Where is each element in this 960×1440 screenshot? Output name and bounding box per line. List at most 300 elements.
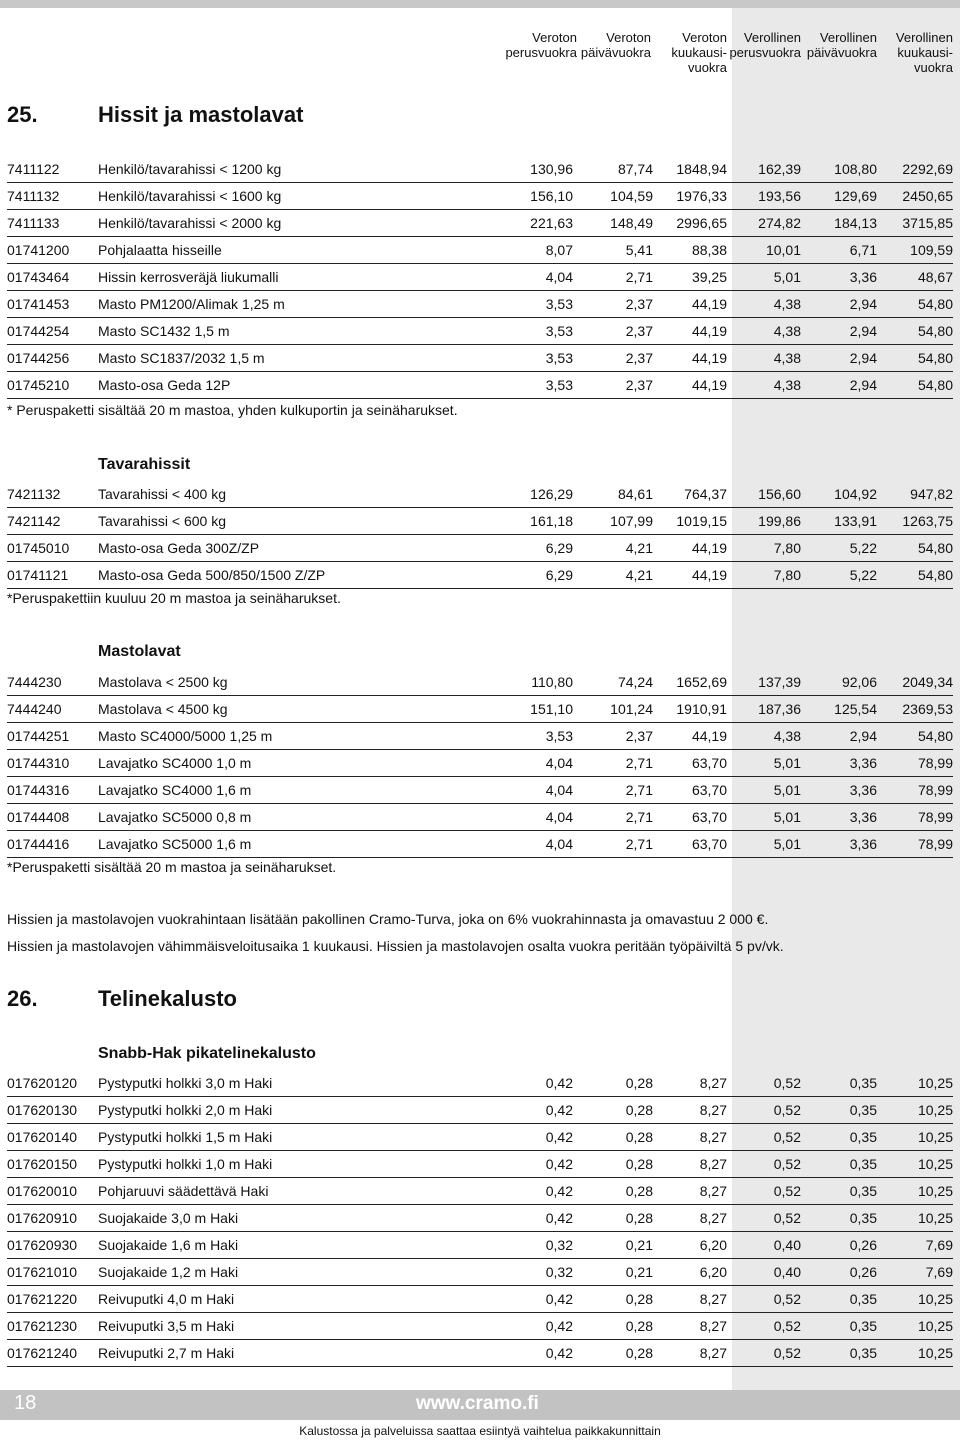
price-cell: 0,28 <box>625 1102 653 1118</box>
product-code: 7411122 <box>7 161 60 177</box>
product-code: 7421142 <box>7 513 61 529</box>
price-cell: 7,80 <box>773 567 801 583</box>
price-cell: 7,69 <box>925 1264 953 1280</box>
price-cell: 54,80 <box>917 728 953 744</box>
price-cell: 162,39 <box>758 161 801 177</box>
price-cell: 8,07 <box>545 242 573 258</box>
price-cell: 10,25 <box>917 1318 953 1334</box>
price-cell: 151,10 <box>530 701 573 717</box>
price-cell: 3,53 <box>545 323 573 339</box>
price-cell: 8,27 <box>699 1129 727 1145</box>
price-cell: 3,53 <box>545 350 573 366</box>
price-cell: 78,99 <box>917 809 953 825</box>
product-name: Suojakaide 1,6 m Haki <box>98 1237 239 1253</box>
price-cell: 8,27 <box>699 1318 727 1334</box>
table-row <box>0 832 960 858</box>
row-divider <box>7 857 953 858</box>
row-divider <box>7 695 953 696</box>
price-cell: 1910,91 <box>676 701 727 717</box>
row-divider <box>7 1231 953 1232</box>
section-26-title: Telinekalusto <box>98 986 237 1011</box>
product-name: Lavajatko SC5000 0,8 m <box>98 809 252 825</box>
price-cell: 6,20 <box>699 1264 727 1280</box>
table-row <box>0 373 960 399</box>
price-cell: 104,92 <box>834 486 877 502</box>
row-divider <box>7 1177 953 1178</box>
info-line-1: Hissien ja mastolavojen vuokrahintaan lisätään pakollinen Cramo-Turva, joka on 6% vuokrahinnasta ja omavastuu 2 000 €. <box>7 911 769 927</box>
product-name: Lavajatko SC4000 1,6 m <box>98 782 252 798</box>
price-cell: 2,71 <box>625 836 653 852</box>
price-cell: 125,54 <box>834 701 877 717</box>
price-cell: 0,35 <box>849 1345 877 1361</box>
price-cell: 5,01 <box>773 836 801 852</box>
price-cell: 8,27 <box>699 1183 727 1199</box>
price-cell: 109,59 <box>910 242 953 258</box>
product-name: Lavajatko SC4000 1,0 m <box>98 755 252 771</box>
price-cell: 7,80 <box>773 540 801 556</box>
price-cell: 6,71 <box>849 242 877 258</box>
price-cell: 0,42 <box>545 1156 573 1172</box>
price-cell: 5,22 <box>849 567 877 583</box>
row-divider <box>7 209 953 210</box>
price-cell: 3,53 <box>545 377 573 393</box>
page-number: 18 <box>14 1392 37 1414</box>
product-code: 7444230 <box>7 674 62 690</box>
table-row <box>0 1260 960 1286</box>
col-header-verollinen-perusvuokra: Verollinen perusvuokra <box>729 30 801 60</box>
price-cell: 156,10 <box>530 188 573 204</box>
section-26-number: 26. <box>7 986 38 1011</box>
product-name: Pystyputki holkki 2,0 m Haki <box>98 1102 273 1118</box>
price-cell: 274,82 <box>758 215 801 231</box>
price-cell: 2,71 <box>625 755 653 771</box>
table-row <box>0 482 960 508</box>
price-cell: 193,56 <box>758 188 801 204</box>
price-cell: 92,06 <box>841 674 877 690</box>
table-row <box>0 1287 960 1313</box>
product-name: Masto PM1200/Alimak 1,25 m <box>98 296 285 312</box>
product-name: Hissin kerrosveräjä liukumalli <box>98 269 279 285</box>
section-26-subtitle: Snabb-Hak pikatelinekalusto <box>98 1045 316 1062</box>
price-cell: 2,37 <box>625 323 653 339</box>
row-divider <box>7 236 953 237</box>
price-cell: 10,25 <box>917 1210 953 1226</box>
row-divider <box>7 1204 953 1205</box>
table-row <box>0 238 960 264</box>
row-divider <box>7 507 953 508</box>
col-header-veroton-perusvuokra: Veroton perusvuokra <box>505 30 577 60</box>
price-cell: 0,42 <box>545 1129 573 1145</box>
price-cell: 0,52 <box>773 1318 801 1334</box>
table-row <box>0 670 960 696</box>
product-name: Tavarahissi < 600 kg <box>98 513 227 529</box>
price-cell: 0,42 <box>545 1345 573 1361</box>
price-cell: 39,25 <box>691 269 727 285</box>
price-cell: 0,35 <box>849 1075 877 1091</box>
price-cell: 130,96 <box>530 161 573 177</box>
product-name: Henkilö/tavarahissi < 1200 kg <box>98 161 282 177</box>
price-cell: 4,04 <box>545 755 573 771</box>
section-25-note: * Peruspaketti sisältää 20 m mastoa, yhden kulkuportin ja seinäharukset. <box>7 402 458 418</box>
footer-note: Kalustossa ja palveluissa saattaa esiintyä vaihtelua paikkakunnittain <box>299 1424 661 1438</box>
price-cell: 44,19 <box>691 350 727 366</box>
price-cell: 104,59 <box>610 188 653 204</box>
price-cell: 0,28 <box>625 1210 653 1226</box>
table-row <box>0 1071 960 1097</box>
price-cell: 6,29 <box>545 540 573 556</box>
row-divider <box>7 1258 953 1259</box>
row-divider <box>7 371 953 372</box>
price-cell: 3,36 <box>849 269 877 285</box>
product-name: Masto-osa Geda 300Z/ZP <box>98 540 260 556</box>
price-cell: 0,52 <box>773 1129 801 1145</box>
price-cell: 0,52 <box>773 1210 801 1226</box>
price-cell: 4,21 <box>625 540 653 556</box>
table-row <box>0 346 960 372</box>
table-row <box>0 536 960 562</box>
price-cell: 2049,34 <box>902 674 953 690</box>
table-row <box>0 1125 960 1151</box>
price-cell: 0,52 <box>773 1156 801 1172</box>
price-cell: 2,94 <box>849 296 877 312</box>
table-row <box>0 211 960 237</box>
price-cell: 108,80 <box>834 161 877 177</box>
price-cell: 0,40 <box>773 1237 801 1253</box>
price-cell: 0,52 <box>773 1345 801 1361</box>
price-cell: 0,28 <box>625 1345 653 1361</box>
price-cell: 0,42 <box>545 1183 573 1199</box>
row-divider <box>7 398 953 399</box>
price-cell: 101,24 <box>610 701 653 717</box>
mastolavat-note: *Peruspaketti sisältää 20 m mastoa ja seinäharukset. <box>7 859 337 875</box>
product-code: 7444240 <box>7 701 62 717</box>
table-row <box>0 1314 960 1340</box>
price-cell: 0,28 <box>625 1075 653 1091</box>
price-cell: 2,37 <box>625 296 653 312</box>
row-divider <box>7 749 953 750</box>
table-row <box>0 1206 960 1232</box>
price-cell: 0,28 <box>625 1156 653 1172</box>
price-cell: 2,37 <box>625 350 653 366</box>
price-cell: 44,19 <box>691 377 727 393</box>
price-cell: 8,27 <box>699 1345 727 1361</box>
price-cell: 2,37 <box>625 377 653 393</box>
price-cell: 4,38 <box>773 350 801 366</box>
table-row <box>0 778 960 804</box>
price-cell: 44,19 <box>691 728 727 744</box>
price-cell: 0,26 <box>849 1264 877 1280</box>
price-cell: 4,04 <box>545 269 573 285</box>
price-cell: 10,25 <box>917 1345 953 1361</box>
row-divider <box>7 1096 953 1097</box>
price-cell: 7,69 <box>925 1237 953 1253</box>
price-cell: 0,35 <box>849 1102 877 1118</box>
price-cell: 84,61 <box>617 486 653 502</box>
price-cell: 947,82 <box>910 486 953 502</box>
row-divider <box>7 1366 953 1367</box>
product-code: 7421132 <box>7 486 61 502</box>
table-row <box>0 1098 960 1124</box>
product-name: Reivuputki 3,5 m Haki <box>98 1318 235 1334</box>
price-cell: 2,94 <box>849 323 877 339</box>
product-code: 017620130 <box>7 1102 78 1118</box>
price-cell: 0,21 <box>625 1237 653 1253</box>
price-cell: 0,52 <box>773 1102 801 1118</box>
price-cell: 0,35 <box>849 1318 877 1334</box>
price-cell: 48,67 <box>917 269 953 285</box>
price-cell: 0,28 <box>625 1318 653 1334</box>
product-code: 01744416 <box>7 836 70 852</box>
table-row <box>0 292 960 318</box>
price-cell: 87,74 <box>617 161 653 177</box>
price-cell: 10,25 <box>917 1156 953 1172</box>
price-cell: 0,28 <box>625 1291 653 1307</box>
table-row <box>0 563 960 589</box>
price-cell: 0,32 <box>545 1264 573 1280</box>
price-cell: 8,27 <box>699 1210 727 1226</box>
row-divider <box>7 561 953 562</box>
row-divider <box>7 776 953 777</box>
product-name: Suojakaide 1,2 m Haki <box>98 1264 239 1280</box>
price-cell: 8,27 <box>699 1102 727 1118</box>
price-cell: 54,80 <box>917 540 953 556</box>
price-cell: 4,04 <box>545 836 573 852</box>
product-name: Mastolava < 2500 kg <box>98 674 228 690</box>
price-cell: 4,04 <box>545 782 573 798</box>
price-cell: 2292,69 <box>902 161 953 177</box>
product-code: 01744408 <box>7 809 70 825</box>
product-name: Pohjalaatta hisseille <box>98 242 222 258</box>
price-cell: 3,36 <box>849 836 877 852</box>
product-name: Reivuputki 2,7 m Haki <box>98 1345 235 1361</box>
price-cell: 148,49 <box>610 215 653 231</box>
col-header-verollinen-kuukausivuokra: Verollinen kuukausi- vuokra <box>895 30 953 75</box>
row-divider <box>7 803 953 804</box>
price-cell: 3,36 <box>849 755 877 771</box>
info-line-2: Hissien ja mastolavojen vähimmäisveloitusaika 1 kuukausi. Hissien ja mastolavojen osalta vuokra peritään työpäiviltä 5 pv/vk. <box>7 938 784 954</box>
product-code: 017620010 <box>7 1183 78 1199</box>
table-row <box>0 184 960 210</box>
price-cell: 5,01 <box>773 755 801 771</box>
product-code: 01744251 <box>7 728 70 744</box>
price-cell: 0,28 <box>625 1183 653 1199</box>
row-divider <box>7 344 953 345</box>
product-code: 01741121 <box>7 567 69 583</box>
product-code: 01743464 <box>7 269 70 285</box>
price-cell: 2,94 <box>849 728 877 744</box>
price-cell: 54,80 <box>917 323 953 339</box>
product-code: 017621230 <box>7 1318 78 1334</box>
price-cell: 1263,75 <box>902 513 953 529</box>
price-cell: 0,42 <box>545 1210 573 1226</box>
product-code: 017620150 <box>7 1156 78 1172</box>
price-cell: 54,80 <box>917 350 953 366</box>
product-name: Reivuputki 4,0 m Haki <box>98 1291 235 1307</box>
product-code: 017620120 <box>7 1075 78 1091</box>
price-cell: 199,86 <box>758 513 801 529</box>
price-cell: 74,24 <box>617 674 653 690</box>
price-cell: 0,35 <box>849 1183 877 1199</box>
product-code: 017620910 <box>7 1210 78 1226</box>
price-cell: 10,25 <box>917 1129 953 1145</box>
table-row <box>0 157 960 183</box>
price-cell: 1976,33 <box>676 188 727 204</box>
price-cell: 1848,94 <box>676 161 727 177</box>
price-cell: 110,80 <box>531 674 573 690</box>
price-cell: 0,40 <box>773 1264 801 1280</box>
table-row <box>0 1341 960 1367</box>
price-cell: 78,99 <box>917 782 953 798</box>
table-row <box>0 697 960 723</box>
product-code: 017620930 <box>7 1237 78 1253</box>
product-name: Henkilö/tavarahissi < 2000 kg <box>98 215 282 231</box>
price-cell: 0,35 <box>849 1129 877 1145</box>
price-cell: 8,27 <box>699 1156 727 1172</box>
price-cell: 1652,69 <box>676 674 727 690</box>
price-cell: 4,38 <box>773 728 801 744</box>
price-cell: 126,29 <box>530 486 573 502</box>
product-name: Pystyputki holkki 1,5 m Haki <box>98 1129 273 1145</box>
row-divider <box>7 830 953 831</box>
product-code: 7411132 <box>7 188 60 204</box>
price-cell: 0,26 <box>849 1237 877 1253</box>
product-code: 017621010 <box>7 1264 78 1280</box>
row-divider <box>7 722 953 723</box>
product-code: 01744310 <box>7 755 70 771</box>
table-row <box>0 1179 960 1205</box>
price-cell: 63,70 <box>691 782 727 798</box>
product-name: Lavajatko SC5000 1,6 m <box>98 836 252 852</box>
price-cell: 0,52 <box>773 1291 801 1307</box>
price-cell: 44,19 <box>691 323 727 339</box>
price-cell: 6,29 <box>545 567 573 583</box>
col-header-veroton-kuukausivuokra: Veroton kuukausi- vuokra <box>671 30 727 75</box>
price-cell: 764,37 <box>684 486 727 502</box>
product-code: 017620140 <box>7 1129 78 1145</box>
price-cell: 10,25 <box>917 1291 953 1307</box>
price-cell: 0,21 <box>625 1264 653 1280</box>
price-cell: 8,27 <box>699 1075 727 1091</box>
price-cell: 10,01 <box>765 242 801 258</box>
product-name: Mastolava < 4500 kg <box>98 701 228 717</box>
price-cell: 88,38 <box>691 242 727 258</box>
price-cell: 2,94 <box>849 350 877 366</box>
product-name: Pohjaruuvi säädettävä Haki <box>98 1183 269 1199</box>
price-cell: 3,53 <box>545 296 573 312</box>
product-name: Masto SC1837/2032 1,5 m <box>98 350 265 366</box>
table-row <box>0 724 960 750</box>
price-cell: 63,70 <box>691 836 727 852</box>
price-cell: 0,42 <box>545 1075 573 1091</box>
price-cell: 107,99 <box>610 513 653 529</box>
price-cell: 3,53 <box>545 728 573 744</box>
row-divider <box>7 1150 953 1151</box>
table-row <box>0 265 960 291</box>
price-cell: 2,37 <box>625 728 653 744</box>
price-cell: 54,80 <box>917 296 953 312</box>
price-cell: 3715,85 <box>902 215 953 231</box>
table-row <box>0 1152 960 1178</box>
price-cell: 5,01 <box>773 269 801 285</box>
price-cell: 78,99 <box>917 836 953 852</box>
price-cell: 0,52 <box>773 1075 801 1091</box>
price-cell: 63,70 <box>691 809 727 825</box>
mastolavat-title: Mastolavat <box>98 643 181 660</box>
price-cell: 44,19 <box>691 296 727 312</box>
section-25-title: Hissit ja mastolavat <box>98 102 304 127</box>
table-row <box>0 805 960 831</box>
product-name: Masto-osa Geda 12P <box>98 377 231 393</box>
product-name: Masto-osa Geda 500/850/1500 Z/ZP <box>98 567 326 583</box>
product-code: 01744254 <box>7 323 70 339</box>
product-code: 017621220 <box>7 1291 78 1307</box>
product-code: 01741200 <box>7 242 70 258</box>
price-cell: 54,80 <box>917 377 953 393</box>
price-cell: 5,41 <box>625 242 653 258</box>
price-cell: 0,42 <box>545 1318 573 1334</box>
row-divider <box>7 588 953 589</box>
row-divider <box>7 1312 953 1313</box>
row-divider <box>7 1123 953 1124</box>
price-cell: 5,01 <box>773 782 801 798</box>
row-divider <box>7 182 953 183</box>
price-cell: 10,25 <box>917 1102 953 1118</box>
price-cell: 2,71 <box>625 809 653 825</box>
price-cell: 4,38 <box>773 323 801 339</box>
price-cell: 63,70 <box>691 755 727 771</box>
price-cell: 3,36 <box>849 809 877 825</box>
price-cell: 2996,65 <box>676 215 727 231</box>
price-cell: 4,38 <box>773 296 801 312</box>
price-cell: 44,19 <box>691 567 727 583</box>
price-cell: 10,25 <box>917 1075 953 1091</box>
price-cell: 5,22 <box>849 540 877 556</box>
row-divider <box>7 1339 953 1340</box>
price-cell: 2450,65 <box>902 188 953 204</box>
product-code: 7411133 <box>7 215 60 231</box>
price-cell: 5,01 <box>773 809 801 825</box>
price-cell: 8,27 <box>699 1291 727 1307</box>
price-cell: 44,19 <box>691 540 727 556</box>
price-cell: 1019,15 <box>676 513 727 529</box>
price-cell: 0,35 <box>849 1210 877 1226</box>
price-cell: 78,99 <box>917 755 953 771</box>
top-bar <box>0 0 960 8</box>
table-row <box>0 751 960 777</box>
price-cell: 133,91 <box>834 513 877 529</box>
price-cell: 0,28 <box>625 1129 653 1145</box>
product-name: Tavarahissi < 400 kg <box>98 486 227 502</box>
price-cell: 0,35 <box>849 1156 877 1172</box>
product-name: Masto SC4000/5000 1,25 m <box>98 728 273 744</box>
price-cell: 129,69 <box>834 188 877 204</box>
section-25-number: 25. <box>7 102 38 127</box>
row-divider <box>7 317 953 318</box>
price-cell: 2,71 <box>625 269 653 285</box>
price-cell: 54,80 <box>917 567 953 583</box>
product-code: 01741453 <box>7 296 70 312</box>
product-code: 017621240 <box>7 1345 78 1361</box>
price-cell: 2,71 <box>625 782 653 798</box>
price-cell: 184,13 <box>834 215 877 231</box>
table-row <box>0 319 960 345</box>
tavarahissit-title: Tavarahissit <box>98 456 191 473</box>
footer-url: www.cramo.fi <box>416 1393 539 1414</box>
price-cell: 161,18 <box>530 513 573 529</box>
price-cell: 0,52 <box>773 1183 801 1199</box>
price-cell: 187,36 <box>758 701 801 717</box>
product-name: Masto SC1432 1,5 m <box>98 323 230 339</box>
